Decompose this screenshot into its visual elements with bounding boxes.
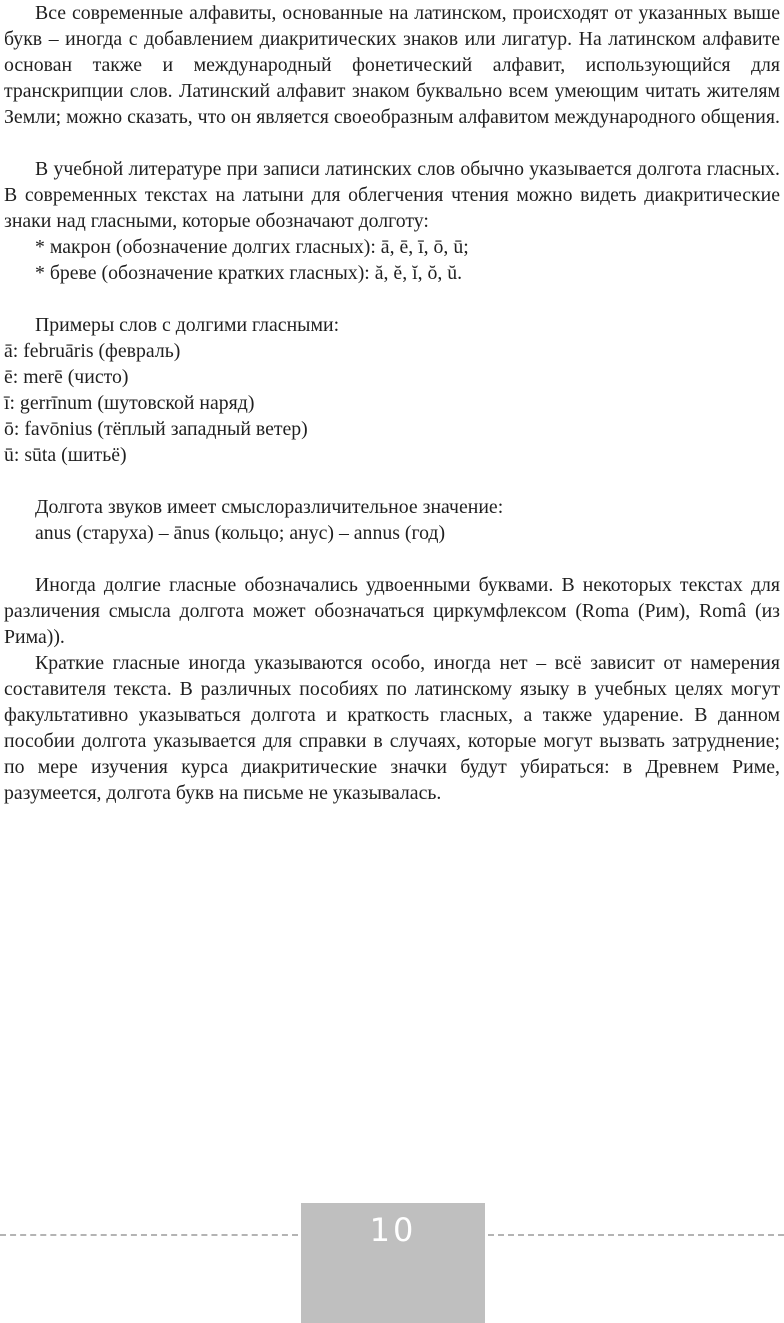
example-line: ī: gerrīnum (шутовской наряд) [4, 392, 255, 414]
example-line: ē: merē (чисто) [4, 366, 129, 388]
breve-line: * бреве (обозначение кратких гласных): ă, ĕ, ĭ, ŏ, ŭ. [35, 262, 463, 284]
example-line: ō: favōnius (тёплый западный ветер) [4, 418, 308, 440]
example-line: ā: februāris (февраль) [4, 340, 181, 362]
page-number-tab [301, 1203, 485, 1323]
paragraph-short-vowels: Краткие гласные иногда указываются особо, иногда нет – всё зависит от намерения составителя текста. В различных пособиях по латинскому языку в учебных целях могут факультативно указываться долгота и краткость гласных, а также ударение. В данном пособии долгота указывается для справки в случаях, которые могут вызвать затруднение; по мере изучения курса диакритические значки будут убираться: в Древнем Риме, разумеется, долгота букв на письме не указывалась. [4, 652, 780, 804]
footer-dashed-line-left [0, 1234, 298, 1236]
meaning-title: Долгота звуков имеет смыслоразличительное значение: [35, 496, 504, 518]
spacer [4, 286, 780, 312]
page-number: 10 [369, 1211, 417, 1249]
spacer [4, 468, 780, 494]
macron-line: * макрон (обозначение долгих гласных): ā, ē, ī, ō, ū; [35, 236, 469, 258]
page-body [4, 0, 780, 806]
spacer [4, 130, 780, 156]
spacer [4, 546, 780, 572]
meaning-example: anus (старуха) – ānus (кольцо; анус) – annus (год) [35, 522, 446, 544]
example-line: ū: sūta (шитьё) [4, 444, 127, 466]
footer-dashed-line-right [488, 1234, 784, 1236]
paragraph-alphabets: Все современные алфавиты, основанные на латинском, происходят от указанных выше букв – иногда с добавлением диакритических знаков или лигатур. На латинском алфавите основан также и международный фонетический алфавит, использующийся для транскрипции слов. Латинский алфавит знаком буквально всем умеющим читать жителям Земли; можно сказать, что он является своеобразным алфавитом международного общения. [4, 2, 780, 128]
paragraph-double-letters: Иногда долгие гласные обозначались удвоенными буквами. В некоторых текстах для различения смысла долгота может обозначаться циркумфлексом (Roma (Рим), Româ (из Рима)). [4, 574, 780, 648]
examples-title: Примеры слов с долгими гласными: [35, 314, 340, 336]
paragraph-vowel-length: В учебной литературе при записи латинских слов обычно указывается долгота гласных. В современных текстах на латыни для облегчения чтения можно видеть диакритические знаки над гласными, которые обозначают долготу: [4, 158, 780, 232]
